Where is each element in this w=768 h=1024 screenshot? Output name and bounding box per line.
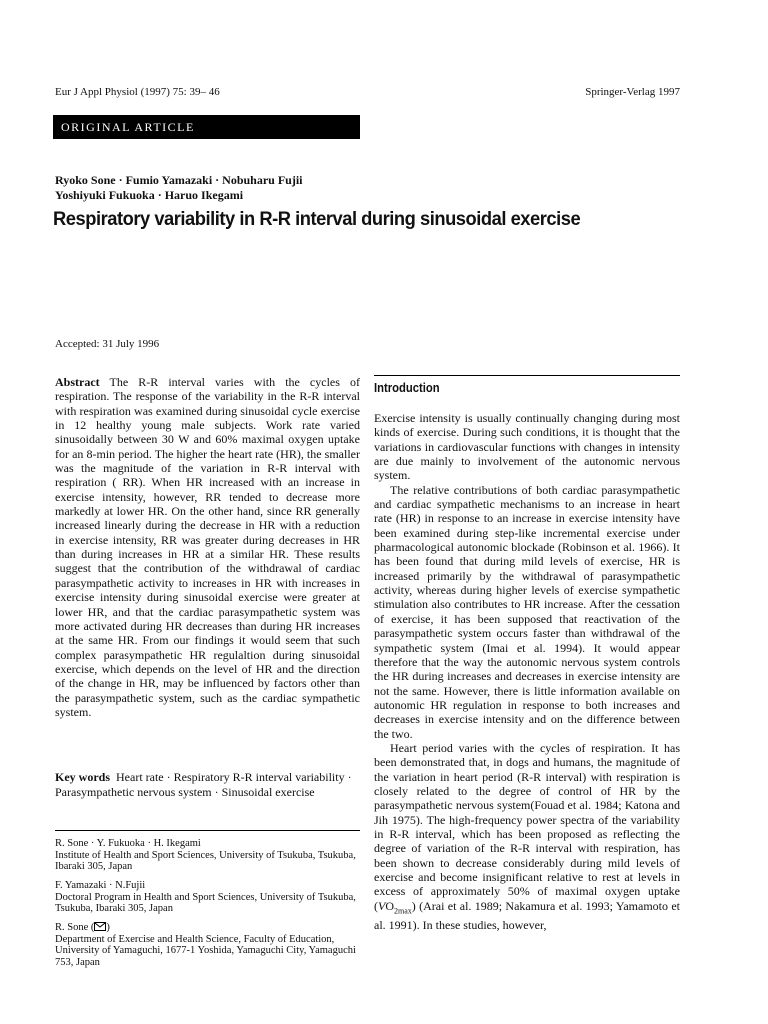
affiliation-address: Department of Exercise and Health Science, Faculty of Education, University of Yamaguchi, 1677-1 Yoshida, Yamaguchi City, Yamaguchi 753, Japan: [55, 933, 356, 969]
publisher-line: Springer-Verlag 1997: [585, 86, 680, 98]
intro-paragraph-2: The relative contributions of both cardiac parasympathetic and cardiac sympathetic mechanisms to an increase in heart rate (HR) in response to an increase in exercise intensity have been examined during step-like incremental exercise under pharmacological autonomic blockade (Robinson et al. 1966). It has been found that during mild levels of exercise, HR is increased primarily by the withdrawal of parasympathetic activity, whereas during higher levels of exercise sympathetic stimulation also contributes to HR increase. After the cessation of exercise, it has been supposed that reactivation of the parasympathetic system occurs faster than withdrawal of the sympathetic system (Imai et al. 1994). It would appear therefore that the way the autonomic nervous system controls the HR during increases and decreases in exercise intensity are not the same. However, there is little information available on autonomic HR regulation in response to both increases and decreases in exercise intensity and on the difference between the two.: [374, 482, 680, 741]
affiliation-divider: [55, 830, 360, 831]
affiliation-block-3: [55, 922, 360, 969]
vo2-subscript: 2max: [394, 906, 412, 916]
affiliation-address: Doctoral Program in Health and Sport Sciences, University of Tsukuba, Tsukuba, Ibaraki 305, Japan: [55, 891, 356, 915]
affiliation-names: F. Yamazaki · N.Fujii: [55, 880, 146, 891]
affiliation-names: R. Sone (: [55, 922, 95, 933]
vo2-o: O: [385, 898, 395, 913]
vo2-v: V: [378, 898, 386, 913]
journal-citation: Eur J Appl Physiol (1997) 75: 39– 46: [55, 86, 220, 98]
introduction-heading: Introduction: [374, 381, 440, 395]
affiliation-address: Institute of Health and Sport Sciences, University of Tsukuba, Tsukuba, Ibaraki 305, Japan: [55, 849, 356, 873]
intro-paragraph-3-start: Heart period varies with the cycles of respiration. It has been demonstrated that, in dogs and humans, the magnitude of the variation in heart period (R-R interval) with respiration is closely related to the degree of control of HR by the parasympathetic nervous system(Fouad et al. 1984; Katona and Jih 1975). The high-frequency power spectra of the variability in R-R interval, which has been proposed as reflecting the degree of variation of the R-R interval with respiration, has been shown to decrease considerably during mild levels of exercise and become insignificant relative to rest at levels in excess of approximately 50% of maximal oxygen uptake (: [374, 740, 680, 913]
affiliation-names: R. Sone · Y. Fukuoka · H. Ikegami: [55, 838, 201, 849]
affiliation-block-2: [55, 880, 360, 915]
affiliation-block-1: [55, 838, 360, 873]
article-title: Respiratory variability in R-R interval during sinusoidal exercise: [53, 208, 581, 230]
author-line-1: Ryoko Sone · Fumio Yamazaki · Nobuharu Fujii: [55, 173, 303, 187]
author-list: [55, 173, 303, 203]
introduction-rule: [374, 375, 680, 376]
intro-paragraph-3-end: ) (Arai et al. 1989; Nakamura et al. 1993; Yamamoto et al. 1991). In these studies, however,: [374, 898, 680, 933]
keywords-text: Heart rate · Respiratory R-R interval variability · Parasympathetic nervous system · Sinusoidal exercise: [55, 770, 352, 799]
intro-paragraph-3: [374, 741, 680, 933]
author-line-2: Yoshiyuki Fukuoka · Haruo Ikegami: [55, 188, 244, 202]
keywords-section: [55, 770, 360, 799]
affiliation-names-line: [55, 922, 360, 934]
keywords-label: Key words: [55, 770, 110, 784]
introduction-body: [374, 411, 680, 933]
abstract-text: The R-R interval varies with the cycles of respiration. The response of the variability in the R-R interval with respiration was examined during sinusoidal cycle exercise in 12 healthy young male subjects. Work rate varied sinusoidally between 30 W and 60% maximal oxygen uptake for an 8-min period. The higher the heart rate (HR), the smaller was the magnitude of the variation in R-R interval with respiration ( RR). When HR increased with an increase in exercise intensity, however, RR tended to decrease more markedly at lower HR. On the other hand, since RR generally increased linearly during the decrease in HR with a reduction in exercise intensity, RR was greater during decreases in HR than during increases in HR at a similar HR. These results suggest that the contribution of the withdrawal of cardiac parasympathetic activity to increases in HR with increases in exercise intensity during sinusoidal exercise were greater at lower HR, and that the cardiac parasympathetic system was more activated during HR decreases than during HR increases at the same HR. From our findings it would seem that such complex parasympathetic HR regulaltion during sinusoidal exercise, which depends on the level of HR and the direction of the change in HR, may be influenced by factors other than the parasympathetic system, such as the cardiac sympathetic system.: [55, 375, 360, 719]
abstract-label: Abstract: [55, 375, 100, 389]
accepted-date: Accepted: 31 July 1996: [55, 338, 160, 350]
affiliation-names-end: ): [106, 922, 110, 933]
article-type-banner: ORIGINAL ARTICLE: [53, 115, 360, 139]
envelope-icon: [94, 922, 106, 931]
intro-paragraph-1: Exercise intensity is usually continually changing during most kinds of exercise. During such conditions, it is thought that the variations in cardiovascular functions with changes in intensity are due mainly to involvement of the autonomic nervous system.: [374, 411, 680, 483]
abstract-section: [55, 375, 360, 719]
